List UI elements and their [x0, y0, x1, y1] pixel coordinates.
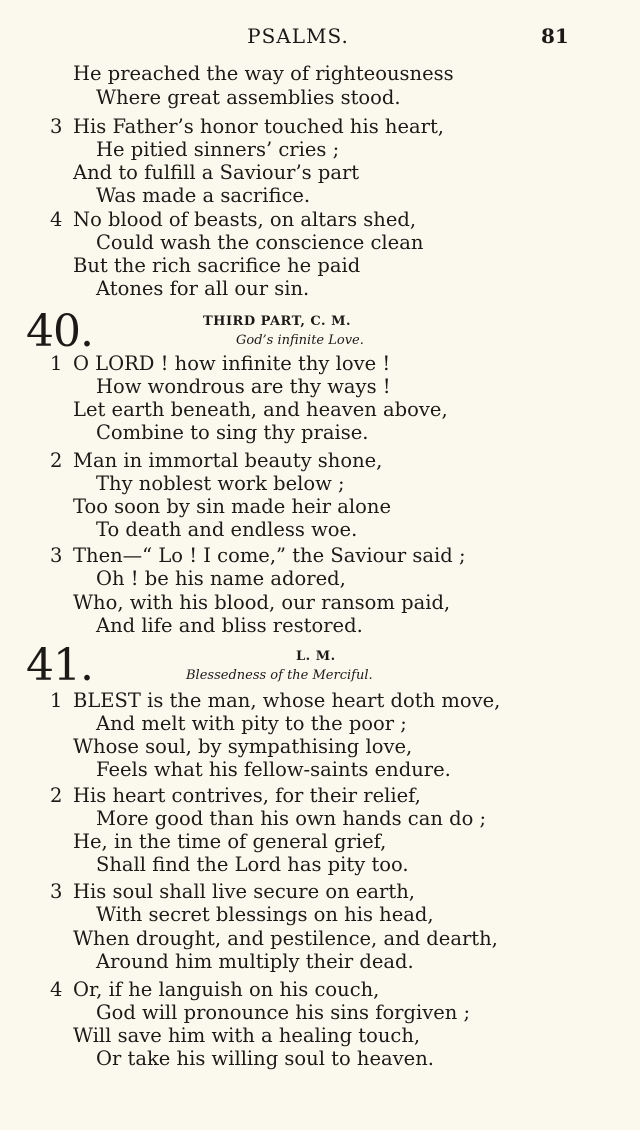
verse-number: 4 — [50, 978, 63, 1001]
verse-line: Whose soul, by sympathising love, — [73, 735, 413, 758]
verse-number: 1 — [50, 689, 63, 712]
verse-line: Will save him with a healing touch, — [73, 1024, 421, 1047]
verse-line: BLEST is the man, whose heart doth move, — [73, 689, 501, 712]
verse-line: Shall find the Lord has pity too. — [96, 853, 409, 876]
verse-line: He, in the time of general grief, — [73, 830, 387, 853]
psalm-number: 40. — [26, 306, 93, 357]
verse-line: No blood of beasts, on altars shed, — [73, 208, 417, 231]
verse-number: 2 — [50, 449, 63, 472]
verse-line: O LORD ! how infinite thy love ! — [73, 352, 391, 375]
verse-line: Or, if he languish on his couch, — [73, 978, 380, 1001]
verse-line: Too soon by sin made heir alone — [73, 495, 392, 518]
verse-line: With secret blessings on his head, — [96, 903, 434, 926]
verse-line: Who, with his blood, our ransom paid, — [73, 591, 451, 614]
psalm-meter: L. M. — [296, 649, 336, 664]
verse-line: God will pronounce his sins forgiven ; — [96, 1001, 471, 1024]
verse-line: How wondrous are thy ways ! — [96, 375, 391, 398]
verse-number: 4 — [50, 208, 63, 231]
verse-number: 2 — [50, 784, 63, 807]
verse-line: When drought, and pestilence, and dearth, — [73, 927, 498, 950]
verse-line: His Father’s honor touched his heart, — [73, 115, 444, 138]
verse-number: 3 — [50, 880, 63, 903]
verse-line: Feels what his fellow-saints endure. — [96, 758, 451, 781]
verse-line: His heart contrives, for their relief, — [73, 784, 421, 807]
psalm-subtitle: God’s infinite Love. — [236, 333, 364, 348]
verse-line: Then—“ Lo ! I come,” the Saviour said ; — [73, 544, 466, 567]
page-number: 81 — [541, 24, 569, 48]
verse-line: But the rich sacrifice he paid — [73, 254, 361, 277]
verse-line: He pitied sinners’ cries ; — [96, 138, 340, 161]
verse-line: More good than his own hands can do ; — [96, 807, 487, 830]
verse-line: He preached the way of righteousness — [73, 62, 454, 85]
verse-line: Around him multiply their dead. — [96, 950, 414, 973]
psalm-number: 41. — [26, 640, 93, 691]
verse-line: His soul shall live secure on earth, — [73, 880, 415, 903]
verse-line: Thy noblest work below ; — [96, 472, 345, 495]
verse-line: Could wash the conscience clean — [96, 231, 424, 254]
verse-line: Oh ! be his name adored, — [96, 567, 346, 590]
verse-number: 3 — [50, 544, 63, 567]
verse-line: Man in immortal beauty shone, — [73, 449, 383, 472]
verse-number: 3 — [50, 115, 63, 138]
running-head-title: PSALMS. — [247, 24, 349, 48]
verse-number: 1 — [50, 352, 63, 375]
verse-line: Or take his willing soul to heaven. — [96, 1047, 434, 1070]
psalm-meter: THIRD PART, C. M. — [203, 314, 352, 329]
verse-line: And melt with pity to the poor ; — [96, 712, 407, 735]
psalm-subtitle: Blessedness of the Merciful. — [186, 668, 373, 683]
verse-line: To death and endless woe. — [96, 518, 358, 541]
verse-line: Where great assemblies stood. — [96, 86, 401, 109]
verse-line: Combine to sing thy praise. — [96, 421, 369, 444]
verse-line: Let earth beneath, and heaven above, — [73, 398, 448, 421]
verse-line: Atones for all our sin. — [96, 277, 310, 300]
verse-line: And life and bliss restored. — [96, 614, 363, 637]
verse-line: Was made a sacrifice. — [96, 184, 311, 207]
verse-line: And to fulfill a Saviour’s part — [73, 161, 360, 184]
